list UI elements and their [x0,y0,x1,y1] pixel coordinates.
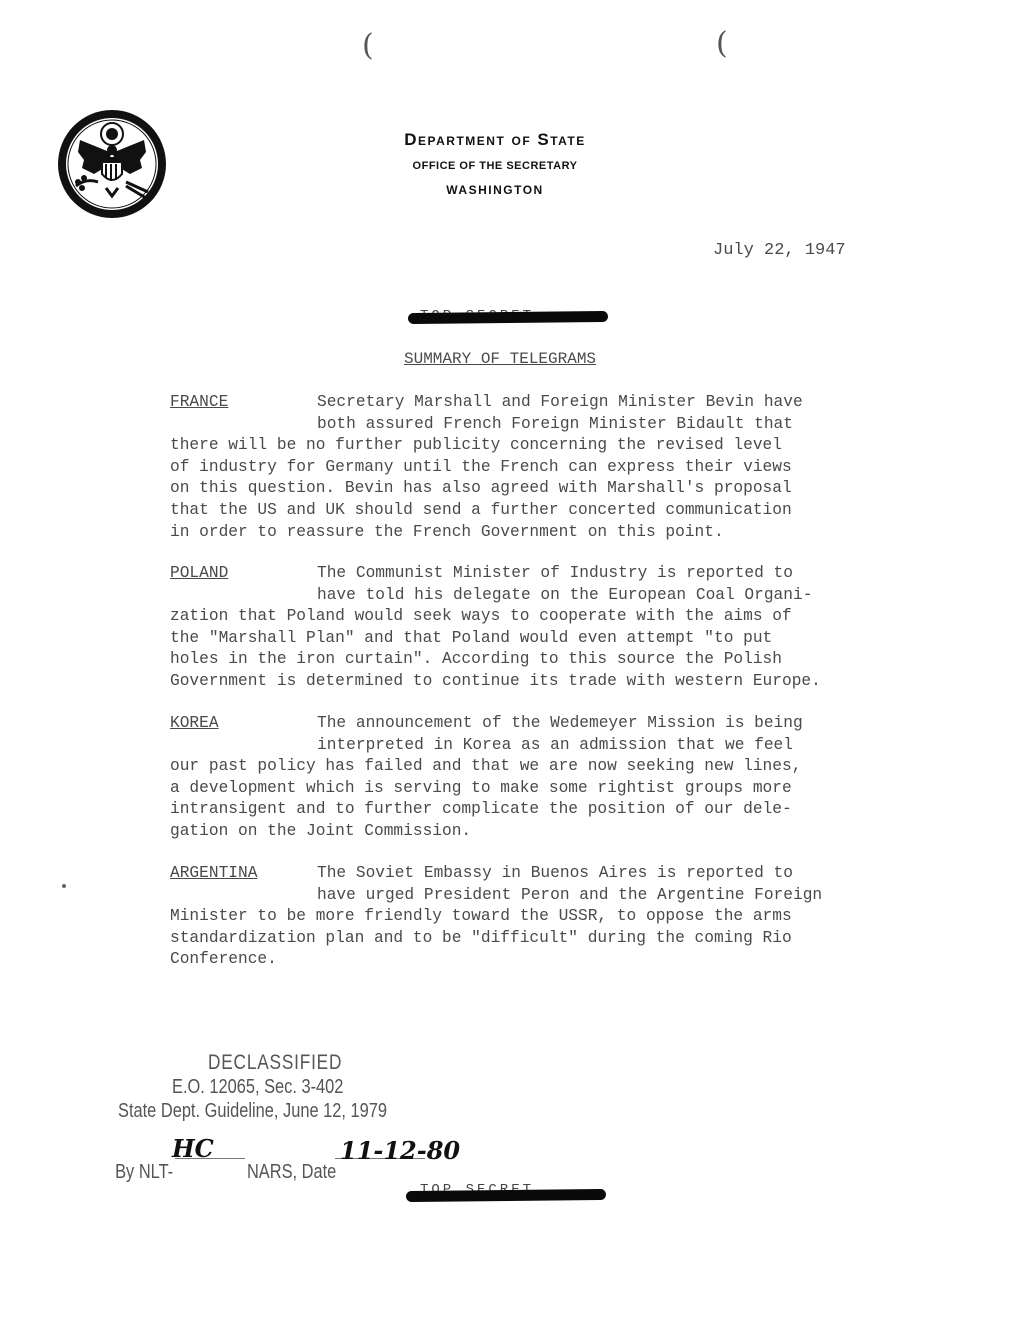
section-line: the "Marshall Plan" and that Poland would even attempt "to put [170,628,773,647]
redaction-bar-top [408,311,608,324]
document-title: SUMMARY OF TELEGRAMS [404,350,597,368]
letterhead-office: OFFICE OF THE SECRETARY [412,160,578,172]
section-line: holes in the iron curtain". According to this source the Polish [170,650,782,669]
section-line: gation on the Joint Commission. [170,822,472,840]
section-line: both assured French Foreign Minister Bidault that [317,414,793,433]
stamp-declassified: DECLASSIFIED [208,1051,343,1074]
section-line: have told his delegate on the European Coal Organi- [317,585,813,604]
country-heading-korea: KOREA [170,714,219,732]
section-line: interpreted in Korea as an admission that we feel [317,735,793,754]
letterhead-city: WASHINGTON [446,183,544,197]
section-line: a development which is serving to make some rightist groups more [170,778,792,797]
section-line: zation that Poland would seek ways to cooperate with the aims of [170,607,792,626]
letterhead-department: Department of State [404,130,586,149]
stray-mark-right: ( [716,26,728,61]
section-line: Conference. [170,950,277,969]
handwritten-initials: HC [172,1134,214,1163]
section-line: standardization plan and to be "difficult" during the coming Rio [170,928,792,947]
redaction-bar-bottom [406,1189,606,1202]
stray-dot [62,884,66,888]
section-line: of industry for Germany until the French can express their views [170,457,792,476]
handwritten-date: 11-12-80 [340,1136,461,1165]
section-line: our past policy has failed and that we are now seeking new lines, [170,757,802,776]
stamp-by-middle: NARS, Date [246,1161,337,1183]
country-heading-argentina: ARGENTINA [170,864,258,882]
stray-mark-left: ( [362,28,374,63]
document-date: July 22, 1947 [713,241,846,260]
section-line: in order to reassure the French Government on this point. [170,522,724,541]
section-line: have urged President Peron and the Argentine Foreign [317,885,823,904]
section-line: The Soviet Embassy in Buenos Aires is reported to [317,864,793,882]
section-line: there will be no further publicity concerning the revised level [170,436,782,455]
section-line: on this question. Bevin has also agreed with Marshall's proposal [170,479,792,498]
section-line: The Communist Minister of Industry is reported to [317,564,793,582]
stamp-eo: E.O. 12065, Sec. 3-402 [172,1076,344,1098]
section-line: that the US and UK should send a further concerted communication [170,501,792,519]
section-line: Minister to be more friendly toward the USSR, to oppose the arms [170,907,792,926]
stamp-by-prefix: By NLT- [115,1161,174,1183]
stamp-guideline: State Dept. Guideline, June 12, 1979 [118,1100,387,1122]
stamp-by-line [106,1138,336,1184]
section-line: Secretary Marshall and Foreign Minister Bevin have [317,393,803,411]
country-heading-poland: POLAND [170,564,229,582]
section-line: Government is determined to continue its trade with western Europe. [170,672,821,690]
section-line: The announcement of the Wedemeyer Mission is being [317,714,803,732]
country-heading-france: FRANCE [170,393,229,411]
section-line: intransigent and to further complicate the position of our dele- [170,800,792,819]
department-seal-icon [56,108,168,220]
